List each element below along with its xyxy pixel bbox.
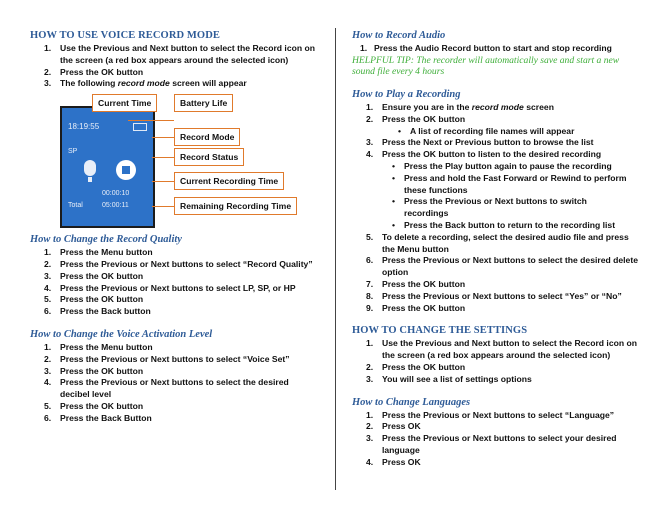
list-item: 3. Press the OK button <box>44 270 144 281</box>
list-item: 3. Press the Next or Previous button to browse the list <box>366 137 594 148</box>
list-item: 8. Press the Previous or Next buttons to select “Yes” or “No” <box>366 290 622 301</box>
list-item: 2. Press OK <box>366 421 421 432</box>
list-item: • Press the Play button again to pause the recording <box>392 160 612 171</box>
list-item: 7. Press the OK button <box>366 278 466 289</box>
list-item: 3. The following record mode screen will appear <box>44 78 247 89</box>
list-item: 1. Press the Audio Record button to start and stop recording <box>360 43 612 53</box>
settings-steps <box>346 338 654 385</box>
play-recording-heading: How to Play a Recording <box>352 88 461 100</box>
list-item: • Press the Back button to return to the recording list <box>392 219 616 230</box>
voice-activation-steps <box>24 342 324 425</box>
list-item: 6. Press the Back Button <box>44 412 152 423</box>
list-item: 4. Press the Previous or Next buttons to select the desired decibel level <box>44 377 289 400</box>
voice-activation-heading: How to Change the Voice Activation Level <box>30 328 213 340</box>
record-quality-heading: How to Change the Record Quality <box>30 234 182 246</box>
screen-total-label: Total <box>68 202 83 210</box>
device-screen <box>60 106 155 228</box>
record-audio-heading: How to Record Audio <box>352 30 446 41</box>
list-item: 4. Press the Previous or Next buttons to select LP, SP, or HP <box>44 282 296 293</box>
list-item: 3. You will see a list of settings options <box>366 373 532 384</box>
play-recording-steps <box>346 102 654 314</box>
right-column <box>346 30 654 469</box>
record-mode-figure <box>24 92 324 228</box>
list-item: 4. Press OK <box>366 456 421 467</box>
leader-line <box>152 157 174 158</box>
list-item: 1. Press the Previous or Next buttons to select “Language” <box>366 409 615 420</box>
column-divider <box>335 28 336 490</box>
list-item: 5. To delete a recording, select the desired audio file and press the Menu button <box>366 231 629 254</box>
list-item: 2. Press the OK button <box>366 361 466 372</box>
screen-remaining: 05:00:11 <box>102 202 129 210</box>
list-item: 2. Press the OK button <box>366 113 466 124</box>
list-item: 1. Press the Menu button <box>44 247 153 258</box>
list-item: • Press and hold the Fast Forward or Rewind to perform these functions <box>392 172 627 195</box>
list-item: 1. Press the Menu button <box>44 341 153 352</box>
record-audio-steps <box>346 43 654 55</box>
list-item: 2. Press the Previous or Next buttons to select “Voice Set” <box>44 353 290 364</box>
list-item: 9. Press the OK button <box>366 302 466 313</box>
microphone-stand-icon <box>88 177 92 182</box>
helpful-tip: HELPFUL TIP: The recorder will automatically save and start a new sound file every 4 hours <box>352 54 620 78</box>
left-column <box>24 30 324 425</box>
microphone-icon <box>84 160 96 176</box>
screen-mode: SP <box>68 148 78 156</box>
callout-battery-life: Battery Life <box>174 94 233 112</box>
settings-heading: HOW TO CHANGE THE SETTINGS <box>352 325 528 337</box>
list-item: 1. Ensure you are in the record mode screen <box>366 101 554 112</box>
screen-elapsed: 00:00:10 <box>102 190 130 198</box>
list-item: 4. Press the OK button to listen to the desired recording <box>366 149 602 160</box>
battery-icon <box>133 123 147 131</box>
callout-current-time: Current Time <box>92 94 157 112</box>
callout-remaining-recording-time: Remaining Recording Time <box>174 197 297 215</box>
list-item: 5. Press the OK button <box>44 400 144 411</box>
list-item: • Press the Previous or Next buttons to switch recordings <box>392 196 587 219</box>
list-item: 6. Press the Previous or Next buttons to select the desired delete option <box>366 255 638 278</box>
screen-clock: 18:19:55 <box>68 122 100 132</box>
record-status-icon <box>116 160 136 180</box>
callout-record-mode: Record Mode <box>174 128 240 146</box>
languages-heading: How to Change Languages <box>352 396 471 408</box>
callout-current-recording-time: Current Recording Time <box>174 172 284 190</box>
list-item: 6. Press the Back button <box>44 306 151 317</box>
leader-line <box>152 206 174 207</box>
record-quality-steps <box>24 247 324 318</box>
list-item: 2. Press the Previous or Next buttons to select “Record Quality” <box>44 258 313 269</box>
list-item: 3. Press the Previous or Next buttons to select your desired language <box>366 433 617 455</box>
list-item: 5. Press the OK button <box>44 294 144 305</box>
voice-record-heading: HOW TO USE VOICE RECORD MODE <box>30 30 220 41</box>
voice-record-steps <box>24 43 324 90</box>
list-item: 2. Press the OK button <box>44 66 144 77</box>
list-item: 1. Use the Previous and Next button to select the Record icon on the screen (a red box appears around the selected icon) <box>44 43 315 65</box>
leader-line <box>152 181 174 182</box>
list-item: 3. Press the OK button <box>44 365 144 376</box>
leader-line <box>128 120 174 121</box>
list-item: • A list of recording file names will appear <box>398 125 575 136</box>
callout-record-status: Record Status <box>174 148 244 166</box>
languages-steps <box>346 410 654 469</box>
list-item: 1. Use the Previous and Next button to select the Record icon on the screen (a red box appears around the selected icon) <box>366 338 637 361</box>
leader-line <box>152 137 174 138</box>
